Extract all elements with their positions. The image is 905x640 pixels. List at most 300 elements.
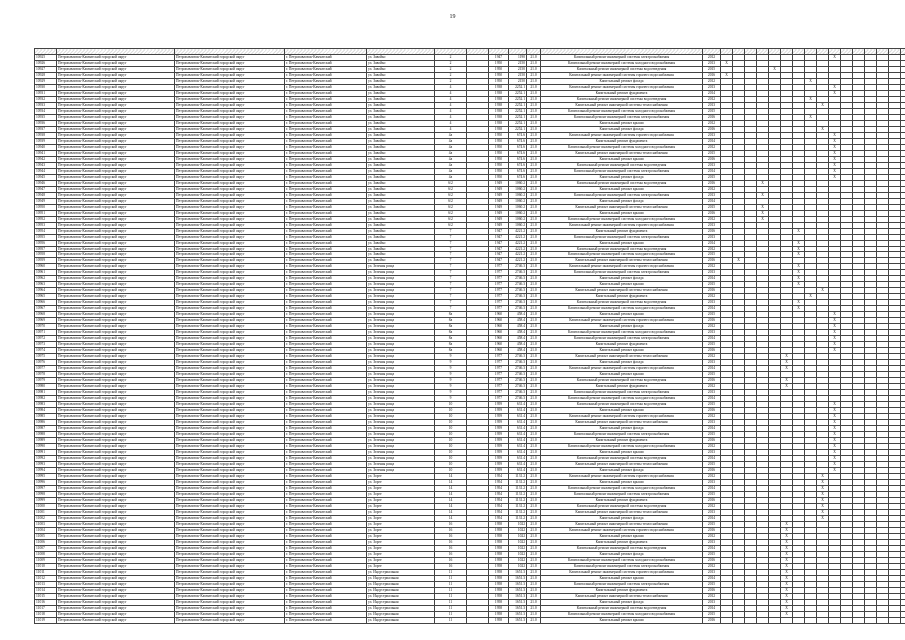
row-number-cell: 10955 xyxy=(35,234,57,240)
district-cell: Петропавловск-Камчатский городской округ xyxy=(57,348,175,354)
rate-cell: 21.0 xyxy=(527,336,541,342)
row-number-cell: 10972 xyxy=(35,336,57,342)
mark-cell xyxy=(733,617,745,623)
work-type-cell: Капитальный ремонт фасада xyxy=(541,174,703,180)
repair-year-cell: 2014 xyxy=(703,455,721,461)
district-cell: Петропавловск-Камчатский городской округ xyxy=(57,72,175,78)
build-year-cell: 1958 xyxy=(489,563,509,569)
city-cell: г. Петропавловск-Камчатский xyxy=(285,515,367,521)
municipality-cell: Петропавловск-Камчатский городской округ xyxy=(175,581,285,587)
house-number-cell: 6/2 xyxy=(435,180,467,186)
build-year-cell: 1977 xyxy=(489,270,509,276)
build-year-cell: 1977 xyxy=(489,360,509,366)
district-cell: Петропавловск-Камчатский городской округ xyxy=(57,461,175,467)
house-number-cell: 8а xyxy=(435,312,467,318)
district-cell: Петропавловск-Камчатский городской округ xyxy=(57,240,175,246)
row-number-cell: 10954 xyxy=(35,228,57,234)
city-cell: г. Петропавловск-Камчатский xyxy=(285,228,367,234)
build-year-cell: 1958 xyxy=(489,605,509,611)
work-type-cell: Капитальный ремонт инженерной системы электроснабжения xyxy=(541,55,703,61)
municipality-cell: Петропавловск-Камчатский городской округ xyxy=(175,132,285,138)
district-cell: Петропавловск-Камчатский городской округ xyxy=(57,90,175,96)
district-cell: Петропавловск-Камчатский городской округ xyxy=(57,66,175,72)
repair-year-cell: 2015 xyxy=(703,204,721,210)
mark-cell: X xyxy=(757,210,769,216)
city-cell: г. Петропавловск-Камчатский xyxy=(285,234,367,240)
district-cell: Петропавловск-Камчатский городской округ xyxy=(57,563,175,569)
build-year-cell: 1958 xyxy=(489,527,509,533)
rate-cell: 21.0 xyxy=(527,162,541,168)
municipality-cell: Петропавловск-Камчатский городской округ xyxy=(175,144,285,150)
house-number-cell: 11 xyxy=(435,569,467,575)
house-number-cell: 16 xyxy=(435,557,467,563)
house-number-cell: 6/2 xyxy=(435,192,467,198)
mark-cell: X xyxy=(733,258,745,264)
build-year-cell: 1938 xyxy=(489,114,509,120)
area-cell: 1651.3 xyxy=(509,575,527,581)
mark-cell: X xyxy=(817,491,829,497)
district-cell: Петропавловск-Камчатский городской округ xyxy=(57,354,175,360)
repair-year-cell: 2016 xyxy=(703,348,721,354)
municipality-cell: Петропавловск-Камчатский городской округ xyxy=(175,330,285,336)
area-cell: 4221.2 xyxy=(509,228,527,234)
rate-cell: 21.0 xyxy=(527,617,541,623)
work-type-cell: Капитальный ремонт инженерной системы холодного водоснабжения xyxy=(541,396,703,402)
rate-cell: 21.0 xyxy=(527,264,541,270)
street-cell: ул. Завойко xyxy=(367,138,435,144)
area-cell: 1060.2 xyxy=(509,198,527,204)
work-type-cell: Капитальный ремонт инженерной системы электроснабжения xyxy=(541,432,703,438)
repair-year-cell: 2013 xyxy=(703,569,721,575)
municipality-cell: Петропавловск-Камчатский городской округ xyxy=(175,605,285,611)
street-cell: ул. Завойко xyxy=(367,162,435,168)
build-year-cell: 1959 xyxy=(489,426,509,432)
row-number-cell: 10968 xyxy=(35,312,57,318)
street-cell: ул. Завойко xyxy=(367,168,435,174)
municipality-cell: Петропавловск-Камчатский городской округ xyxy=(175,438,285,444)
repair-year-cell: 2012 xyxy=(703,78,721,84)
district-cell: Петропавловск-Камчатский городской округ xyxy=(57,605,175,611)
repair-year-cell: 2016 xyxy=(703,318,721,324)
municipality-cell: Петропавловск-Камчатский городской округ xyxy=(175,342,285,348)
blank-cell xyxy=(841,617,853,623)
area-cell: 1022 xyxy=(509,521,527,527)
municipality-cell: Петропавловск-Камчатский городской округ xyxy=(175,234,285,240)
municipality-cell: Петропавловск-Камчатский городской округ xyxy=(175,156,285,162)
municipality-cell: Петропавловск-Камчатский городской округ xyxy=(175,222,285,228)
work-type-cell: Капитальный ремонт фасада xyxy=(541,467,703,473)
row-number-cell: 10990 xyxy=(35,443,57,449)
municipality-cell: Петропавловск-Камчатский городской округ xyxy=(175,60,285,66)
rate-cell: 21.0 xyxy=(527,426,541,432)
district-cell: Петропавловск-Камчатский городской округ xyxy=(57,491,175,497)
rate-cell: 21.0 xyxy=(527,120,541,126)
build-year-cell: 1938 xyxy=(489,96,509,102)
municipality-cell: Петропавловск-Камчатский городской округ xyxy=(175,282,285,288)
municipality-cell: Петропавловск-Камчатский городской округ xyxy=(175,563,285,569)
house-number-cell: 10 xyxy=(435,414,467,420)
city-cell: г. Петропавловск-Камчатский xyxy=(285,138,367,144)
house-number-cell: 9 xyxy=(435,390,467,396)
mark-cell: X xyxy=(757,192,769,198)
district-cell: Петропавловск-Камчатский городской округ xyxy=(57,611,175,617)
rate-cell: 21.0 xyxy=(527,348,541,354)
street-cell: ул. Завойко xyxy=(367,228,435,234)
house-number-cell: 4 xyxy=(435,96,467,102)
mark-cell: X xyxy=(781,354,793,360)
work-type-cell: Капитальный ремонт инженерной системы теплоснабжения xyxy=(541,420,703,426)
city-cell: г. Петропавловск-Камчатский xyxy=(285,264,367,270)
row-number-cell: 11008 xyxy=(35,551,57,557)
build-year-cell: 1950 xyxy=(489,132,509,138)
municipality-cell: Петропавловск-Камчатский городской округ xyxy=(175,420,285,426)
build-year-cell: 1959 xyxy=(489,438,509,444)
municipality-cell: Петропавловск-Камчатский городской округ xyxy=(175,252,285,258)
mark-cell: X xyxy=(793,270,805,276)
row-number-cell: 10993 xyxy=(35,461,57,467)
area-cell: 674.6 xyxy=(509,174,527,180)
municipality-cell: Петропавловск-Камчатский городской округ xyxy=(175,402,285,408)
house-number-cell: 14 xyxy=(435,485,467,491)
municipality-cell: Петропавловск-Камчатский городской округ xyxy=(175,168,285,174)
build-year-cell: 1958 xyxy=(489,599,509,605)
mark-cell: X xyxy=(793,264,805,270)
municipality-cell: Петропавловск-Камчатский городской округ xyxy=(175,503,285,509)
house-number-cell: 7 xyxy=(435,246,467,252)
row-number-cell: 10986 xyxy=(35,420,57,426)
district-cell: Петропавловск-Камчатский городской округ xyxy=(57,120,175,126)
house-number-cell: 4 xyxy=(435,114,467,120)
area-cell: 1022 xyxy=(509,557,527,563)
work-type-cell: Капитальный ремонт крыши xyxy=(541,348,703,354)
table-body xyxy=(35,55,905,624)
municipality-cell: Петропавловск-Камчатский городской округ xyxy=(175,551,285,557)
city-cell: г. Петропавловск-Камчатский xyxy=(285,294,367,300)
repair-year-cell: 2014 xyxy=(703,366,721,372)
mark-cell: X xyxy=(829,156,841,162)
house-number-cell: 6/2 xyxy=(435,186,467,192)
work-type-cell: Капитальный ремонт инженерной системы холодного водоснабжения xyxy=(541,443,703,449)
area-cell: 2746.3 xyxy=(509,360,527,366)
mark-cell: X xyxy=(817,503,829,509)
municipality-cell: Петропавловск-Камчатский городской округ xyxy=(175,192,285,198)
municipality-cell: Петропавловск-Камчатский городской округ xyxy=(175,174,285,180)
city-cell: г. Петропавловск-Камчатский xyxy=(285,587,367,593)
row-number-cell: 10966 xyxy=(35,300,57,306)
rate-cell: 21.0 xyxy=(527,479,541,485)
area-cell: 2746.3 xyxy=(509,384,527,390)
street-cell: ул. Завойко xyxy=(367,132,435,138)
row-number-cell: 10935 xyxy=(35,114,57,120)
mark-cell: X xyxy=(817,473,829,479)
street-cell: ул. Завойко xyxy=(367,144,435,150)
municipality-cell: Петропавловск-Камчатский городской округ xyxy=(175,587,285,593)
rate-cell: 21.0 xyxy=(527,414,541,420)
build-year-cell: 1959 xyxy=(489,420,509,426)
work-type-cell: Капитальный ремонт инженерной системы теплоснабжения xyxy=(541,102,703,108)
repair-year-cell: 2016 xyxy=(703,557,721,563)
build-year-cell: 1977 xyxy=(489,288,509,294)
house-number-cell: 11 xyxy=(435,575,467,581)
work-type-cell: Капитальный ремонт инженерной системы водоотведения xyxy=(541,545,703,551)
repair-year-cell: 2012 xyxy=(703,354,721,360)
mark-cell: X xyxy=(829,162,841,168)
build-year-cell: 1960 xyxy=(489,330,509,336)
rate-cell: 21.0 xyxy=(527,258,541,264)
house-number-cell: 8а xyxy=(435,336,467,342)
house-number-cell: 11 xyxy=(435,593,467,599)
rate-cell: 21.0 xyxy=(527,210,541,216)
district-cell: Петропавловск-Камчатский городской округ xyxy=(57,593,175,599)
district-cell: Петропавловск-Камчатский городской округ xyxy=(57,467,175,473)
district-cell: Петропавловск-Камчатский городской округ xyxy=(57,102,175,108)
build-year-cell: 1950 xyxy=(489,168,509,174)
repair-year-cell: 2013 xyxy=(703,270,721,276)
house-number-cell: 9 xyxy=(435,366,467,372)
build-year-cell: 1960 xyxy=(489,348,509,354)
area-cell: 1651.3 xyxy=(509,605,527,611)
municipality-cell: Петропавловск-Камчатский городской округ xyxy=(175,485,285,491)
area-cell: 631.4 xyxy=(509,402,527,408)
repair-year-cell: 2013 xyxy=(703,449,721,455)
work-type-cell: Капитальный ремонт инженерной системы холодного водоснабжения xyxy=(541,557,703,563)
area-cell: 2746.3 xyxy=(509,282,527,288)
district-cell: Петропавловск-Камчатский городской округ xyxy=(57,96,175,102)
municipality-cell: Петропавловск-Камчатский городской округ xyxy=(175,348,285,354)
build-year-cell: 1959 xyxy=(489,432,509,438)
city-cell: г. Петропавловск-Камчатский xyxy=(285,354,367,360)
city-cell: г. Петропавловск-Камчатский xyxy=(285,216,367,222)
municipality-cell: Петропавловск-Камчатский городской округ xyxy=(175,443,285,449)
build-year-cell: 1950 xyxy=(489,150,509,156)
work-type-cell: Капитальный ремонт инженерной системы теплоснабжения xyxy=(541,288,703,294)
mark-cell: X xyxy=(805,294,817,300)
street-cell: ул. Завойко xyxy=(367,84,435,90)
rate-cell: 21.0 xyxy=(527,180,541,186)
house-number-cell: 16 xyxy=(435,551,467,557)
city-cell: г. Петропавловск-Камчатский xyxy=(285,312,367,318)
district-cell: Петропавловск-Камчатский городской округ xyxy=(57,360,175,366)
mark-cell: X xyxy=(781,521,793,527)
mark-cell: X xyxy=(829,132,841,138)
street-cell: ул. Зорге xyxy=(367,515,435,521)
row-number-cell: 10988 xyxy=(35,432,57,438)
street-cell: ул. Зорге xyxy=(367,545,435,551)
city-cell: г. Петропавловск-Камчатский xyxy=(285,408,367,414)
build-year-cell: 1954 xyxy=(489,509,509,515)
district-cell: Петропавловск-Камчатский городской округ xyxy=(57,443,175,449)
municipality-cell: Петропавловск-Камчатский городской округ xyxy=(175,204,285,210)
street-cell: ул. Завойко xyxy=(367,216,435,222)
street-cell: ул. Завойко xyxy=(367,186,435,192)
city-cell: г. Петропавловск-Камчатский xyxy=(285,390,367,396)
work-type-cell: Капитальный ремонт фундамента xyxy=(541,342,703,348)
city-cell: г. Петропавловск-Камчатский xyxy=(285,258,367,264)
house-number-cell: 7 xyxy=(435,288,467,294)
street-cell: ул. Завойко xyxy=(367,198,435,204)
mark-cell: X xyxy=(817,485,829,491)
mark-cell: X xyxy=(781,563,793,569)
district-cell: Петропавловск-Камчатский городской округ xyxy=(57,246,175,252)
municipality-cell: Петропавловск-Камчатский городской округ xyxy=(175,120,285,126)
rate-cell: 21.0 xyxy=(527,216,541,222)
area-cell: 2252.1 xyxy=(509,90,527,96)
repair-year-cell: 2012 xyxy=(703,144,721,150)
row-number-cell: 10975 xyxy=(35,354,57,360)
area-cell: 4221.2 xyxy=(509,234,527,240)
city-cell: г. Петропавловск-Камчатский xyxy=(285,55,367,61)
rate-cell: 21.0 xyxy=(527,228,541,234)
build-year-cell: 1958 xyxy=(489,569,509,575)
build-year-cell: 1950 xyxy=(489,72,509,78)
district-cell: Петропавловск-Камчатский городской округ xyxy=(57,126,175,132)
area-cell: 1022 xyxy=(509,539,527,545)
repair-year-cell: 2012 xyxy=(703,96,721,102)
area-cell: 458.4 xyxy=(509,342,527,348)
build-year-cell: 1977 xyxy=(489,282,509,288)
city-cell: г. Петропавловск-Камчатский xyxy=(285,126,367,132)
district-cell: Петропавловск-Камчатский городской округ xyxy=(57,527,175,533)
rate-cell: 21.0 xyxy=(527,461,541,467)
rate-cell: 21.0 xyxy=(527,402,541,408)
rate-cell: 21.0 xyxy=(527,503,541,509)
repair-year-cell: 2012 xyxy=(703,55,721,61)
mark-cell xyxy=(829,617,841,623)
row-number-cell: 10995 xyxy=(35,473,57,479)
area-cell: 1060.2 xyxy=(509,204,527,210)
rate-cell: 21.0 xyxy=(527,372,541,378)
build-year-cell: 1977 xyxy=(489,366,509,372)
house-number-cell: 4а xyxy=(435,156,467,162)
house-number-cell: 14 xyxy=(435,479,467,485)
build-year-cell: 1958 xyxy=(489,575,509,581)
street-cell: ул. Зорге xyxy=(367,485,435,491)
rate-cell: 21.0 xyxy=(527,545,541,551)
house-number-cell: 14 xyxy=(435,473,467,479)
street-cell: ул. Завойко xyxy=(367,114,435,120)
row-number-cell: 10949 xyxy=(35,198,57,204)
build-year-cell: 1938 xyxy=(489,102,509,108)
municipality-cell: Петропавловск-Камчатский городской округ xyxy=(175,569,285,575)
street-cell: ул. Зеленая роща xyxy=(367,336,435,342)
area-cell: 1060.2 xyxy=(509,192,527,198)
build-year-cell: 1958 xyxy=(489,617,509,623)
street-cell: ул. Зорге xyxy=(367,527,435,533)
city-cell: г. Петропавловск-Камчатский xyxy=(285,420,367,426)
work-type-cell: Капитальный ремонт инженерной системы водоотведения xyxy=(541,300,703,306)
repair-year-cell: 2015 xyxy=(703,611,721,617)
work-type-cell: Капитальный ремонт инженерной системы водоотведения xyxy=(541,66,703,72)
area-cell: 674.6 xyxy=(509,162,527,168)
municipality-cell: Петропавловск-Камчатский городской округ xyxy=(175,455,285,461)
house-number-cell: 10 xyxy=(435,455,467,461)
work-type-cell: Капитальный ремонт крыши xyxy=(541,449,703,455)
build-year-cell: 1960 xyxy=(489,318,509,324)
repair-year-cell: 2012 xyxy=(703,324,721,330)
build-year-cell: 1977 xyxy=(489,276,509,282)
area-cell: 1651.3 xyxy=(509,581,527,587)
row-number-cell: 11004 xyxy=(35,527,57,533)
repair-year-cell: 2012 xyxy=(703,384,721,390)
house-number-cell: 6/2 xyxy=(435,204,467,210)
city-cell: г. Петропавловск-Камчатский xyxy=(285,557,367,563)
municipality-cell: Петропавловск-Камчатский городской округ xyxy=(175,270,285,276)
street-cell: ул. Завойко xyxy=(367,210,435,216)
house-number-cell: 16 xyxy=(435,533,467,539)
district-cell: Петропавловск-Камчатский городской округ xyxy=(57,485,175,491)
row-number-cell: 10998 xyxy=(35,491,57,497)
repair-year-cell: 2014 xyxy=(703,545,721,551)
house-number-cell: 4 xyxy=(435,102,467,108)
mark-cell: X xyxy=(829,324,841,330)
municipality-cell: Петропавловск-Камчатский городской округ xyxy=(175,228,285,234)
mark-cell: X xyxy=(817,102,829,108)
mark-cell: X xyxy=(829,402,841,408)
build-year-cell: 1960 xyxy=(489,324,509,330)
house-number-cell: 2 xyxy=(435,72,467,78)
mark-cell: X xyxy=(769,66,781,72)
street-cell: ул. Зеленая роща xyxy=(367,312,435,318)
rate-cell: 21.0 xyxy=(527,384,541,390)
district-cell: Петропавловск-Камчатский городской округ xyxy=(57,402,175,408)
row-number-cell: 11006 xyxy=(35,539,57,545)
repair-year-cell: 2016 xyxy=(703,114,721,120)
area-cell: 1651.3 xyxy=(509,599,527,605)
row-number-cell: 10936 xyxy=(35,120,57,126)
repair-year-cell: 2016 xyxy=(703,617,721,623)
district-cell: Петропавловск-Камчатский городской округ xyxy=(57,198,175,204)
work-type-cell: Капитальный ремонт инженерной системы холодного водоснабжения xyxy=(541,216,703,222)
work-type-cell: Капитальный ремонт инженерной системы холодного водоснабжения xyxy=(541,60,703,66)
area-cell: 458.4 xyxy=(509,336,527,342)
rate-cell: 21.0 xyxy=(527,330,541,336)
street-cell: ул. Завойко xyxy=(367,126,435,132)
row-number-cell: 10925 xyxy=(35,55,57,61)
house-number-cell: 10 xyxy=(435,443,467,449)
work-type-cell: Капитальный ремонт крыши xyxy=(541,282,703,288)
city-cell: г. Петропавловск-Камчатский xyxy=(285,438,367,444)
mark-cell: X xyxy=(757,204,769,210)
build-year-cell: 1950 xyxy=(489,156,509,162)
area-cell: 4221.2 xyxy=(509,240,527,246)
area-cell: 2150 xyxy=(509,60,527,66)
area-cell: 2746.3 xyxy=(509,390,527,396)
district-cell: Петропавловск-Камчатский городской округ xyxy=(57,432,175,438)
house-number-cell: 7 xyxy=(435,258,467,264)
municipality-cell: Петропавловск-Камчатский городской округ xyxy=(175,426,285,432)
rate-cell: 21.0 xyxy=(527,378,541,384)
street-cell: ул. Зеленая роща xyxy=(367,324,435,330)
house-number-cell: 6/2 xyxy=(435,222,467,228)
work-type-cell: Капитальный ремонт фасада xyxy=(541,599,703,605)
area-cell: 1131.2 xyxy=(509,515,527,521)
street-cell: ул. Зеленая роща xyxy=(367,449,435,455)
area-cell: 1651.3 xyxy=(509,617,527,623)
mark-cell: X xyxy=(781,360,793,366)
house-number-cell: 2 xyxy=(435,78,467,84)
work-type-cell: Капитальный ремонт инженерной системы водоотведения xyxy=(541,180,703,186)
rate-cell: 21.0 xyxy=(527,587,541,593)
area-cell: 1131.2 xyxy=(509,509,527,515)
house-number-cell: 10 xyxy=(435,420,467,426)
repair-year-cell: 2016 xyxy=(703,210,721,216)
mark-cell: X xyxy=(781,545,793,551)
repair-year-cell: 2015 xyxy=(703,521,721,527)
work-type-cell: Капитальный ремонт фасада xyxy=(541,198,703,204)
build-year-cell: 1959 xyxy=(489,449,509,455)
area-cell: 1190 xyxy=(509,55,527,61)
area-cell: 2252.1 xyxy=(509,108,527,114)
